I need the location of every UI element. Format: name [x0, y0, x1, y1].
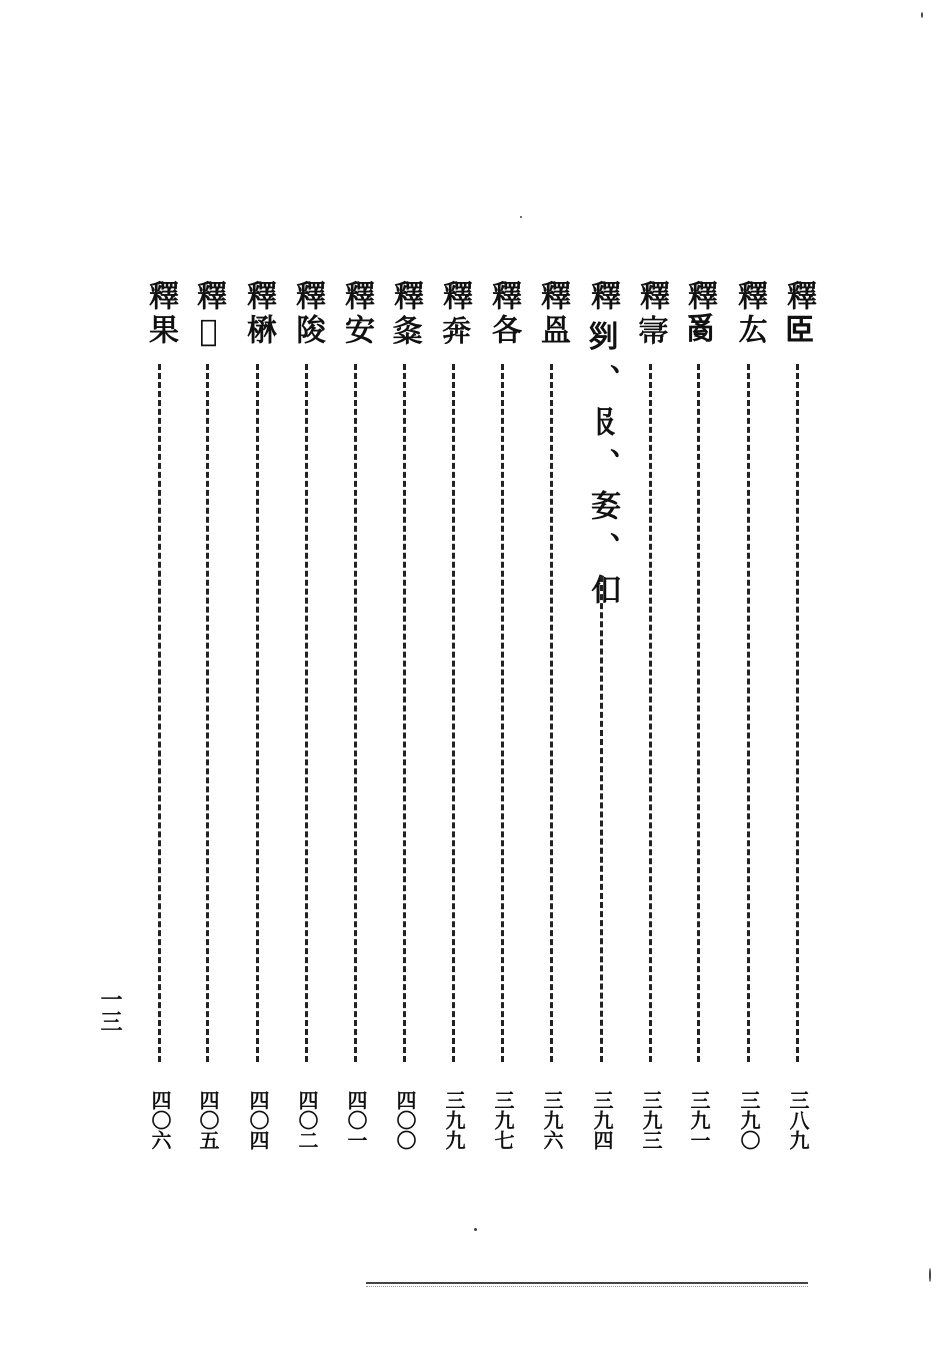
dotted-leader — [452, 364, 455, 1062]
entry-page-number: 四〇五 — [196, 1090, 220, 1150]
dotted-leader — [256, 364, 259, 1062]
entry-page-number: 四〇〇 — [393, 1090, 417, 1150]
entry-title: 釋𤔔 — [682, 280, 717, 348]
dotted-leader — [501, 364, 504, 1062]
toc-entry — [432, 280, 476, 1150]
entry-page-number: 三九六 — [540, 1090, 564, 1150]
toc-entry — [727, 280, 771, 1150]
dotted-leader — [747, 364, 750, 1062]
dotted-leader — [206, 364, 209, 1062]
entry-title: 釋安 — [339, 280, 374, 348]
dotted-leader — [550, 364, 553, 1062]
entry-title: 釋楙 — [241, 280, 276, 348]
entry-title: 釋陖 — [290, 280, 325, 348]
entry-title: 釋厷 — [732, 280, 767, 348]
toc-entry — [334, 280, 378, 1150]
dotted-leader — [354, 364, 357, 1062]
entry-title: 釋果 — [143, 280, 178, 348]
toc-entry — [677, 280, 721, 1150]
entry-page-number: 三九七 — [491, 1090, 515, 1150]
dotted-leader — [600, 576, 603, 1062]
toc-entry — [383, 280, 427, 1150]
entry-title: 釋𦶹 — [191, 280, 226, 353]
dotted-leader — [403, 364, 406, 1062]
toc-entry — [138, 280, 182, 1150]
toc-entry — [236, 280, 280, 1150]
folio-page-number: 一三 — [97, 988, 123, 1032]
bottom-rule-shadow — [366, 1286, 808, 1287]
toc-entry — [580, 280, 624, 1150]
toc-entry — [629, 280, 673, 1150]
toc-entry — [285, 280, 329, 1150]
entry-page-number: 四〇一 — [344, 1090, 368, 1150]
entry-page-number: 三九九 — [442, 1090, 466, 1150]
toc-entry — [481, 280, 525, 1150]
dotted-leader — [649, 364, 652, 1062]
entry-page-number: 三九四 — [590, 1090, 614, 1150]
entry-page-number: 三八九 — [786, 1090, 810, 1150]
entry-title: 釋各 — [486, 280, 521, 348]
entry-page-number: 四〇六 — [148, 1090, 172, 1150]
toc-entry — [530, 280, 574, 1150]
bottom-rule — [366, 1282, 808, 1284]
entry-title: 釋𥁕 — [535, 280, 570, 348]
scan-speck — [474, 1228, 477, 1231]
dotted-leader — [305, 364, 308, 1062]
scan-speck — [929, 1268, 931, 1282]
scan-speck — [520, 216, 522, 218]
toc-entry — [186, 280, 230, 1150]
toc-entry — [776, 280, 820, 1150]
dotted-leader — [158, 364, 161, 1062]
entry-title: 釋𢍃 — [437, 280, 472, 348]
entry-title: 釋𡨦 — [634, 280, 669, 348]
entry-title: 釋𦣞 — [781, 280, 816, 348]
entry-page-number: 三九〇 — [737, 1090, 761, 1150]
entry-title: 釋𠛱、𠬝、㚣、㐰 — [585, 280, 620, 616]
dotted-leader — [796, 364, 799, 1062]
entry-page-number: 三九一 — [687, 1090, 711, 1150]
entry-page-number: 四〇四 — [246, 1090, 270, 1150]
entry-page-number: 三九三 — [639, 1090, 663, 1150]
entry-page-number: 四〇二 — [295, 1090, 319, 1150]
scan-speck — [921, 12, 923, 18]
entry-title: 釋𡕝 — [388, 280, 423, 348]
dotted-leader — [697, 364, 700, 1062]
